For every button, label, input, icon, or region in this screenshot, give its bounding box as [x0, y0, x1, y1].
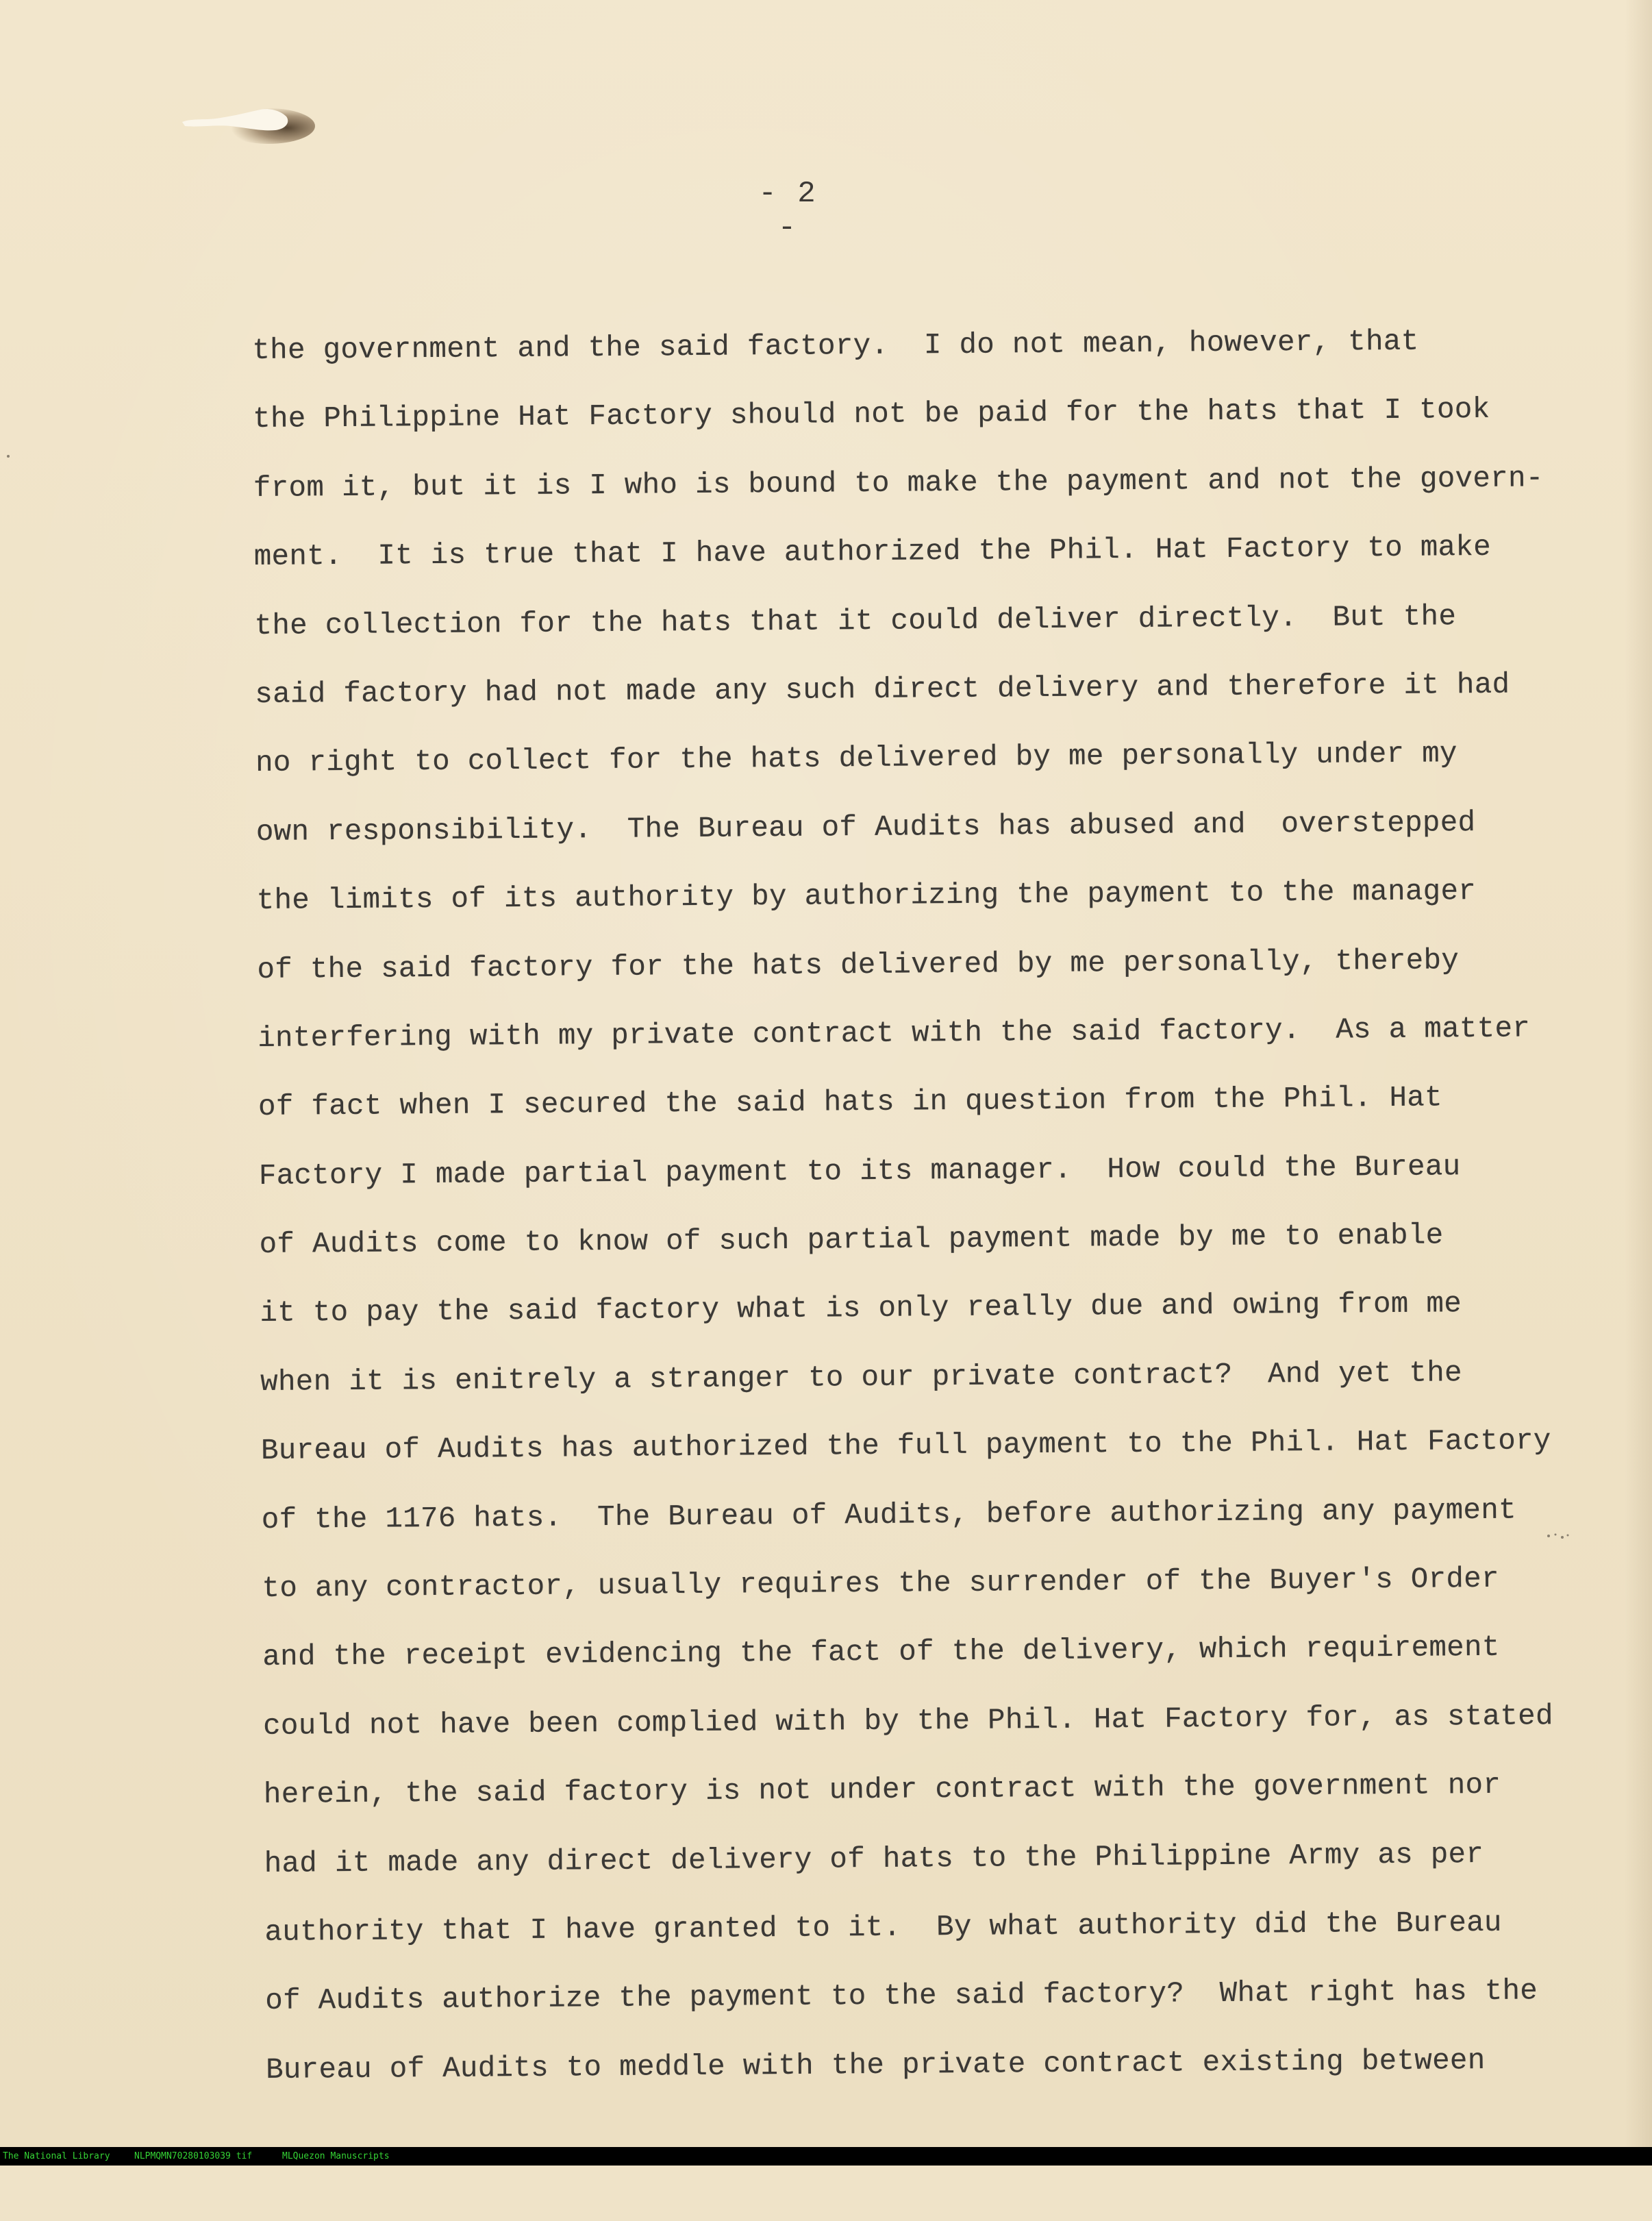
text-line: and the receipt evidencing the fact of the delivery, which requirement	[262, 1631, 1500, 1674]
text-line: of fact when I secured the said hats in question from the Phil. Hat	[258, 1081, 1443, 1124]
text-line: the government and the said factory. I do not mean, however, that	[252, 325, 1419, 367]
paper-speck	[4, 452, 12, 460]
paper-speck	[1544, 1529, 1572, 1543]
letter-body	[252, 306, 1553, 2105]
text-line: of the 1176 hats. The Bureau of Audits, before authorizing any payment	[261, 1493, 1517, 1537]
text-line: of Audits come to know of such partial payment made by me to enable	[259, 1219, 1444, 1262]
text-line: Bureau of Audits has authorized the full payment to the Phil. Hat Factory	[260, 1424, 1551, 1468]
text-line: could not have been complied with by the Phil. Hat Factory for, as stated	[262, 1699, 1553, 1743]
page-number: - 2 -	[758, 177, 817, 245]
footer-collection: MLQuezon Manuscripts	[282, 2151, 390, 2161]
archive-footer-bar	[0, 2147, 1652, 2166]
text-line: interfering with my private contract with the said factory. As a matter	[258, 1012, 1531, 1055]
page-edge-shadow	[1625, 0, 1652, 2147]
footer-library: The National Library	[3, 2151, 110, 2161]
text-line: Factory I made partial payment to its manager. How could the Bureau	[258, 1150, 1461, 1193]
text-line: the Philippine Hat Factory should not be paid for the hats that I took	[252, 393, 1490, 436]
text-line: from it, but it is I who is bound to make the payment and not the govern-	[253, 461, 1544, 505]
paper-tear-mark	[179, 97, 316, 145]
text-line: the collection for the hats that it could deliver directly. But the	[254, 599, 1457, 643]
text-line: said factory had not made any such direct delivery and therefore it had	[255, 668, 1510, 711]
text-line: authority that I have granted to it. By what authority did the Bureau	[264, 1906, 1502, 1949]
footer-file-id: NLPMQMN70280103039 tif	[134, 2151, 253, 2161]
text-line: own responsibility. The Bureau of Audits has abused and overstepped	[255, 806, 1476, 849]
text-line: no right to collect for the hats delivered by me personally under my	[255, 737, 1457, 780]
text-line: ment. It is true that I have authorized the Phil. Hat Factory to make	[253, 530, 1492, 574]
text-line: the limits of its authority by authorizing the payment to the manager	[256, 875, 1477, 918]
text-line: to any contractor, usually requires the surrender of the Buyer's Order	[262, 1562, 1500, 1605]
text-line: of the said factory for the hats delivered by me personally, thereby	[257, 943, 1460, 987]
text-line: had it made any direct delivery of hats to the Philippine Army as per	[264, 1837, 1484, 1881]
text-line: it to pay the said factory what is only really due and owing from me	[260, 1287, 1462, 1330]
text-line: herein, the said factory is not under contract with the government nor	[263, 1768, 1501, 1812]
text-line: of Audits authorize the payment to the said factory? What right has the	[265, 1974, 1538, 2018]
text-line: when it is enitrely a stranger to our private contract? And yet the	[260, 1356, 1463, 1399]
text-line: Bureau of Audits to meddle with the private contract existing between	[265, 2044, 1486, 2087]
